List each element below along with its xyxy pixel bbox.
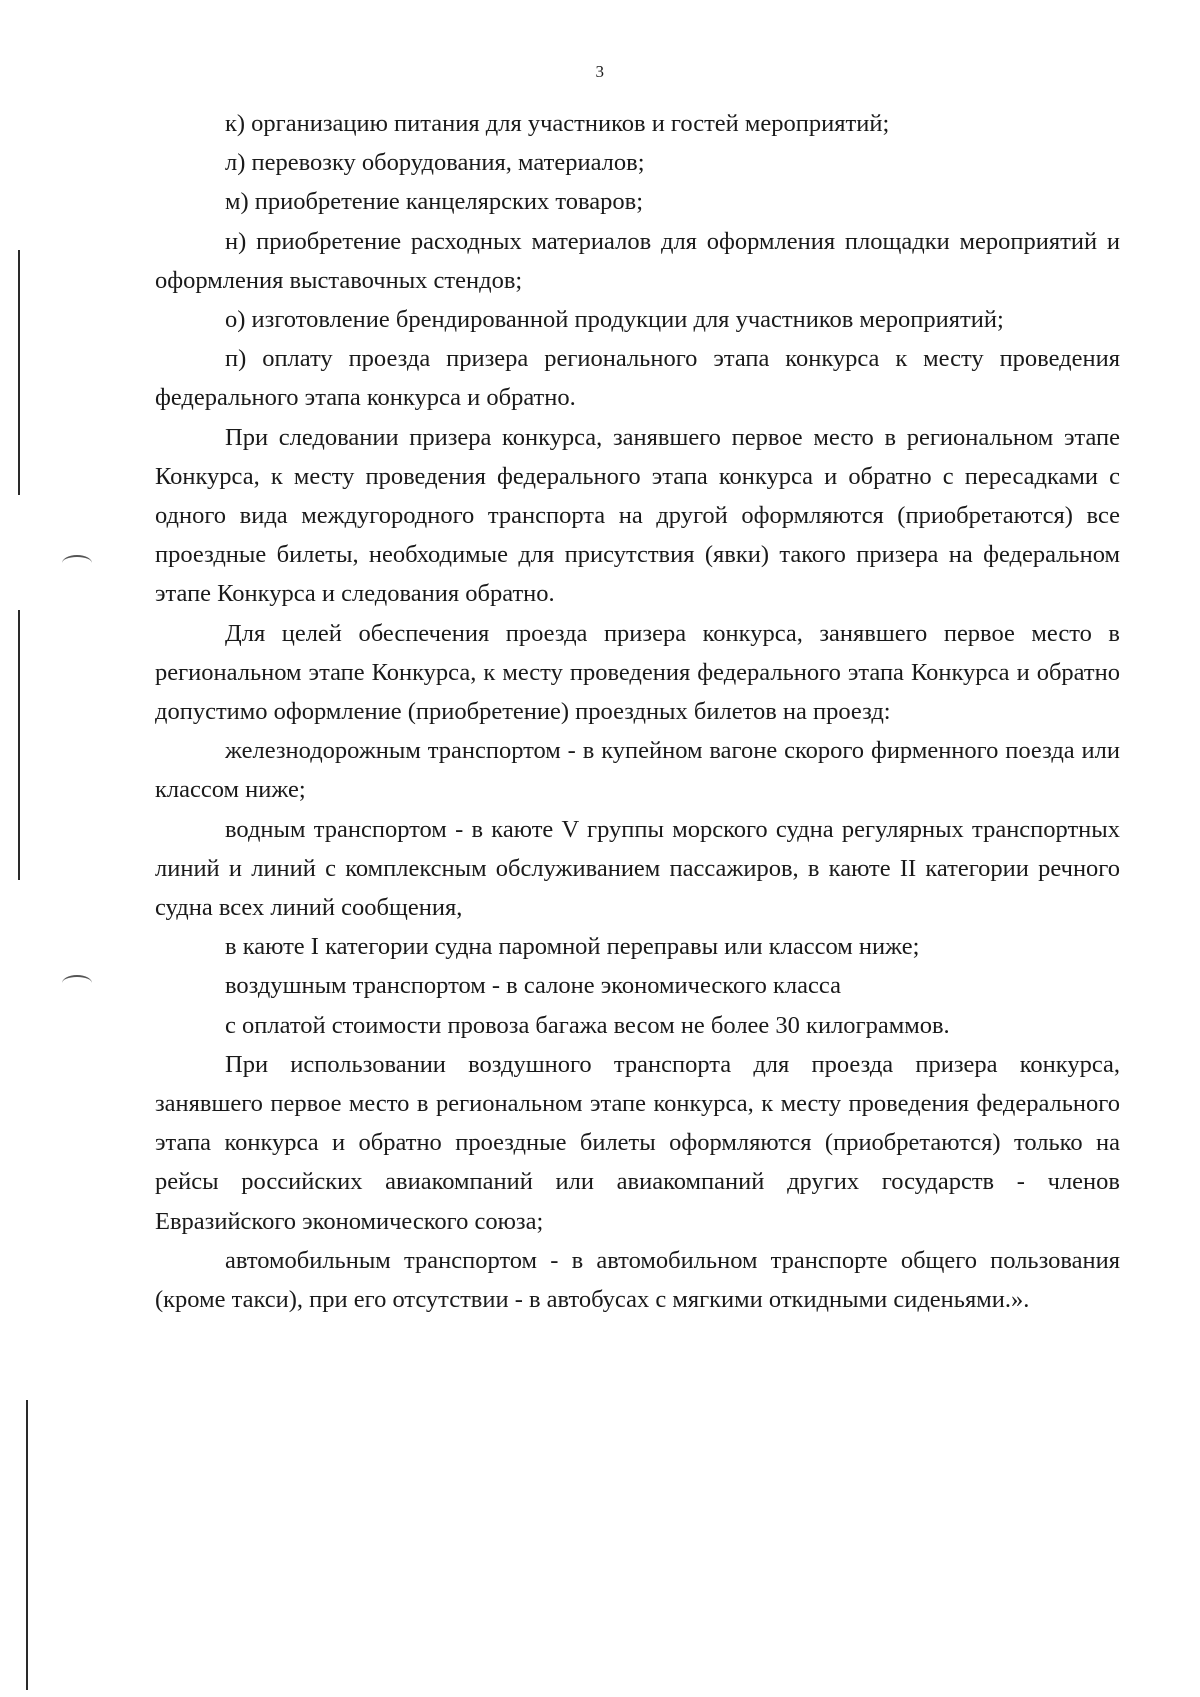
- list-item-n: н) приобретение расходных материалов для оформления площадки мероприятий и оформления выставочных стендов;: [155, 227, 1120, 294]
- paragraph-ferry-cabin: в каюте I категории судна паромной переправы или классом ниже;: [225, 933, 920, 961]
- list-item-m: м) приобретение канцелярских товаров;: [225, 188, 644, 216]
- paragraph-ticket-purpose: Для целей обеспечения проезда призера конкурса, занявшего первое место в региональном этапе Конкурса, к месту проведения федерального этапа Конкурса и обратно допустимо оформление (приобретение) проездных билетов на проезд:: [155, 619, 1120, 726]
- list-item-l: л) перевозку оборудования, материалов;: [225, 149, 645, 177]
- scan-edge-mark: [26, 1400, 28, 1690]
- paragraph-road-transport: автомобильным транспортом - в автомобильном транспорте общего пользования (кроме такси), при его отсутствии - в автобусах с мягкими откидными сиденьями.».: [155, 1246, 1120, 1314]
- paragraph-air-carriers: При использовании воздушного транспорта для проезда призера конкурса, занявшего первое место в региональном этапе конкурса, к месту проведения федерального этапа конкурса и обратно проездные билеты оформляются (приобретаются) только на рейсы российских авиакомпаний или авиакомпаний других государств - членов Евразийского экономического союза;: [155, 1050, 1120, 1235]
- scan-edge-mark: [18, 610, 20, 880]
- list-item-p: п) оплату проезда призера регионального этапа конкурса к месту проведения федерального этапа конкурса и обратно.: [155, 345, 1120, 412]
- paragraph-water-transport: водным транспортом - в каюте V группы морского судна регулярных транспортных линий и линий с комплексным обслуживанием пассажиров, в каюте II категории речного судна всех линий сообщения,: [155, 815, 1120, 922]
- document-body: [155, 104, 1120, 1319]
- page-number: 3: [595, 62, 605, 81]
- list-item-k: к) организацию питания для участников и гостей мероприятий;: [225, 110, 890, 137]
- paragraph-transfer-tickets: При следовании призера конкурса, занявшего первое место в региональном этапе Конкурса, к месту проведения федерального этапа конкурса и обратно с пересадками с одного вида междугородного транспорта на другой оформляются (приобретаются) все проездные билеты, необходимые для присутствия (явки) такого призера на федеральном этапе Конкурса и следования обратно.: [155, 423, 1120, 608]
- scan-hole-mark: [62, 975, 92, 991]
- paragraph-air-transport: воздушным транспортом - в салоне экономического класса: [225, 972, 841, 1000]
- list-item-o: о) изготовление брендированной продукции для участников мероприятий;: [225, 306, 1004, 334]
- scan-edge-mark: [18, 250, 20, 495]
- paragraph-rail-transport: железнодорожным транспортом - в купейном вагоне скорого фирменного поезда или классом ниже;: [155, 737, 1120, 804]
- paragraph-baggage: с оплатой стоимости провоза багажа весом не более 30 килограммов.: [225, 1011, 950, 1039]
- scan-hole-mark: [62, 555, 92, 571]
